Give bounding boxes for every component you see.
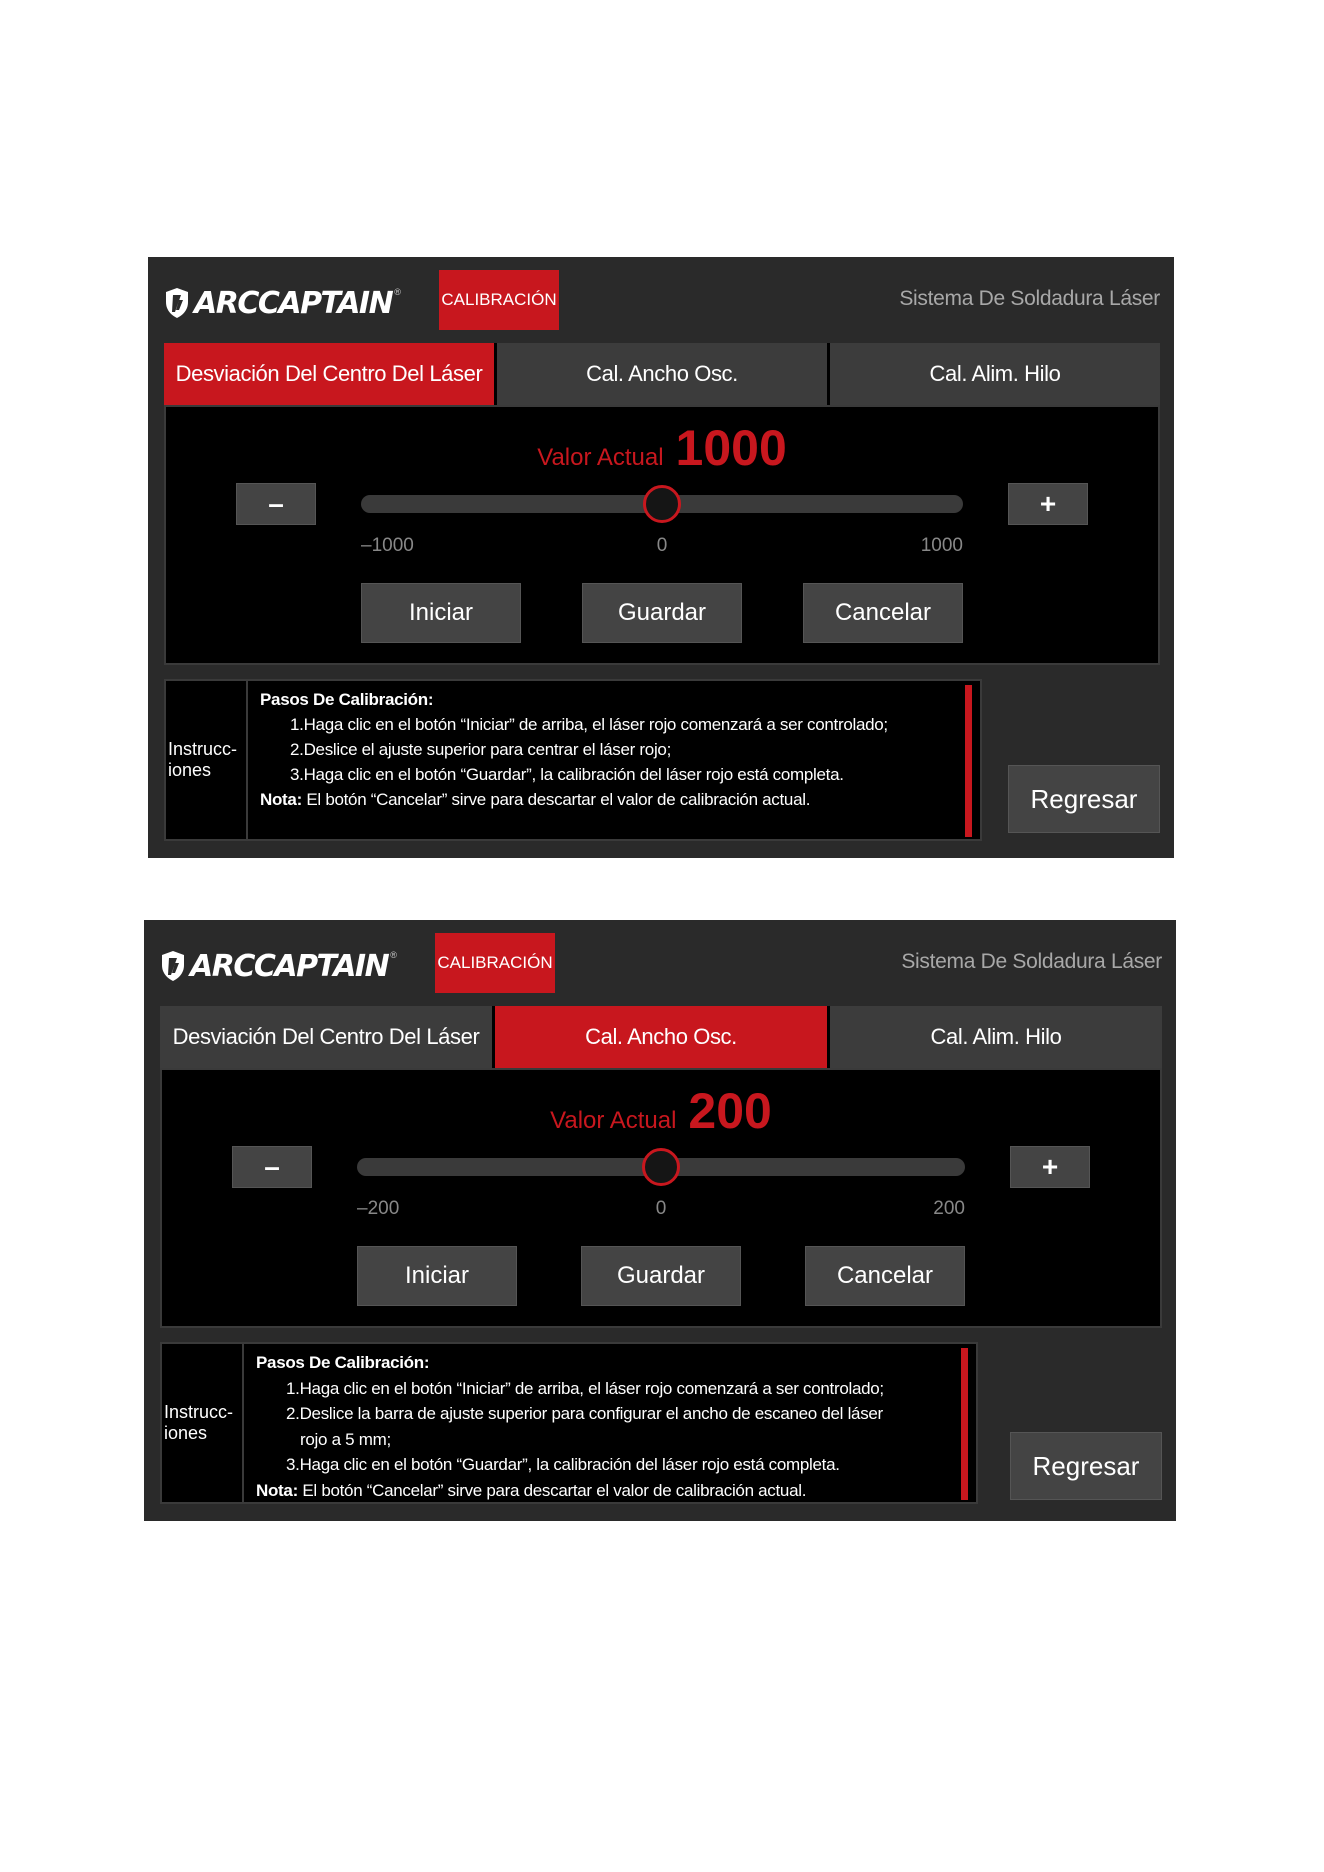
instructions-label-line1: Instrucc- xyxy=(168,739,238,759)
slider-min-label: –200 xyxy=(357,1198,400,1219)
tab-bar xyxy=(160,1006,1162,1068)
decrement-button[interactable]: – xyxy=(232,1146,312,1188)
current-value-label: Valor Actual xyxy=(550,1107,677,1134)
calibration-badge: CALIBRACIÓN xyxy=(439,270,559,330)
instructions-scrollbar[interactable] xyxy=(961,1348,968,1500)
save-button[interactable]: Guardar xyxy=(581,1246,741,1306)
start-button[interactable]: Iniciar xyxy=(361,583,521,643)
instruction-step: 3.Haga clic en el botón “Guardar”, la calibración del láser rojo está completa. xyxy=(286,1455,840,1474)
instruction-step: 1.Haga clic en el botón “Iniciar” de arriba, el láser rojo comenzará a ser controlado; xyxy=(290,715,888,734)
logo-wordmark: ARCCAPTAIN xyxy=(194,285,393,321)
arccaptain-logo xyxy=(164,281,401,325)
instructions-label-line2: iones xyxy=(164,1423,208,1443)
increment-button[interactable]: + xyxy=(1008,483,1088,525)
current-value-display xyxy=(162,1082,1160,1140)
instruction-step: 1.Haga clic en el botón “Iniciar” de arriba, el láser rojo comenzará a ser controlado; xyxy=(286,1378,884,1398)
calibration-badge: CALIBRACIÓN xyxy=(435,933,555,993)
current-value-display xyxy=(166,419,1158,477)
instruction-step-continued: rojo a 5 mm; xyxy=(300,1429,391,1449)
current-value-number: 200 xyxy=(688,1083,772,1139)
instructions-box xyxy=(160,1342,978,1504)
calibration-panel xyxy=(160,1068,1162,1328)
slider-mid-label: 0 xyxy=(655,1198,667,1219)
tab-laser-center-deviation[interactable]: Desviación Del Centro Del Láser xyxy=(160,1006,495,1068)
tab-osc-width-cal[interactable]: Cal. Ancho Osc. xyxy=(497,343,830,405)
instruction-note xyxy=(260,787,970,812)
instructions-label-line1: Instrucc- xyxy=(164,1402,234,1422)
current-value-number: 1000 xyxy=(675,420,787,476)
value-slider-track[interactable] xyxy=(357,1158,965,1176)
slider-min-label: –1000 xyxy=(361,535,414,556)
slider-max-label: 1000 xyxy=(920,535,963,556)
cancel-button[interactable]: Cancelar xyxy=(805,1246,965,1306)
instructions-title: Pasos De Calibración: xyxy=(260,690,434,709)
registered-mark: ® xyxy=(390,950,397,960)
arccaptain-logo xyxy=(160,944,397,988)
back-button[interactable]: Regresar xyxy=(1008,765,1160,833)
calibration-panel xyxy=(164,405,1160,665)
tab-bar xyxy=(164,343,1160,405)
tab-osc-width-cal[interactable]: Cal. Ancho Osc. xyxy=(495,1006,830,1068)
instructions-title: Pasos De Calibración: xyxy=(256,1353,430,1372)
registered-mark: ® xyxy=(394,287,401,297)
note-label: Nota: xyxy=(260,790,302,809)
action-buttons xyxy=(357,1246,965,1306)
current-value-label: Valor Actual xyxy=(537,444,664,471)
slider-mid-label: 0 xyxy=(656,535,668,556)
instruction-step: 3.Haga clic en el botón “Guardar”, la calibración del láser rojo está completa. xyxy=(290,765,844,784)
instructions-label xyxy=(166,681,248,839)
system-title: Sistema De Soldadura Láser xyxy=(901,950,1162,973)
logo-wordmark: ARCCAPTAIN xyxy=(190,948,389,984)
start-button[interactable]: Iniciar xyxy=(357,1246,517,1306)
note-label: Nota: xyxy=(256,1480,298,1500)
system-title: Sistema De Soldadura Láser xyxy=(899,287,1160,310)
instructions-box xyxy=(164,679,982,841)
decrement-button[interactable]: – xyxy=(236,483,316,525)
instructions-content[interactable] xyxy=(248,681,980,839)
increment-button[interactable]: + xyxy=(1010,1146,1090,1188)
instruction-step: 2.Deslice la barra de ajuste superior para configurar el ancho de escaneo del láser xyxy=(286,1404,883,1423)
tab-wire-feed-cal[interactable]: Cal. Alim. Hilo xyxy=(830,343,1160,405)
action-buttons xyxy=(361,583,963,643)
tab-laser-center-deviation[interactable]: Desviación Del Centro Del Láser xyxy=(164,343,497,405)
note-text: El botón “Cancelar” sirve para descartar el valor de calibración actual. xyxy=(301,790,811,809)
back-button[interactable]: Regresar xyxy=(1010,1432,1162,1500)
instructions-content[interactable] xyxy=(244,1344,976,1502)
instruction-step: 2.Deslice el ajuste superior para centrar el láser rojo; xyxy=(290,740,671,759)
instructions-label-line2: iones xyxy=(168,760,212,780)
instruction-note xyxy=(256,1478,966,1504)
instructions-label xyxy=(162,1344,244,1502)
shield-logo-icon xyxy=(164,287,190,319)
instructions-scrollbar[interactable] xyxy=(965,685,972,837)
note-text: El botón “Cancelar” sirve para descartar el valor de calibración actual. xyxy=(297,1480,807,1500)
value-slider-track[interactable] xyxy=(361,495,963,513)
shield-logo-icon xyxy=(160,950,186,982)
tab-wire-feed-cal[interactable]: Cal. Alim. Hilo xyxy=(830,1006,1162,1068)
calibration-screen-laser-center xyxy=(148,257,1174,858)
value-slider-thumb[interactable] xyxy=(643,485,681,523)
value-slider-thumb[interactable] xyxy=(642,1148,680,1186)
cancel-button[interactable]: Cancelar xyxy=(803,583,963,643)
calibration-screen-osc-width xyxy=(144,920,1176,1521)
save-button[interactable]: Guardar xyxy=(582,583,742,643)
slider-max-label: 200 xyxy=(933,1198,965,1219)
